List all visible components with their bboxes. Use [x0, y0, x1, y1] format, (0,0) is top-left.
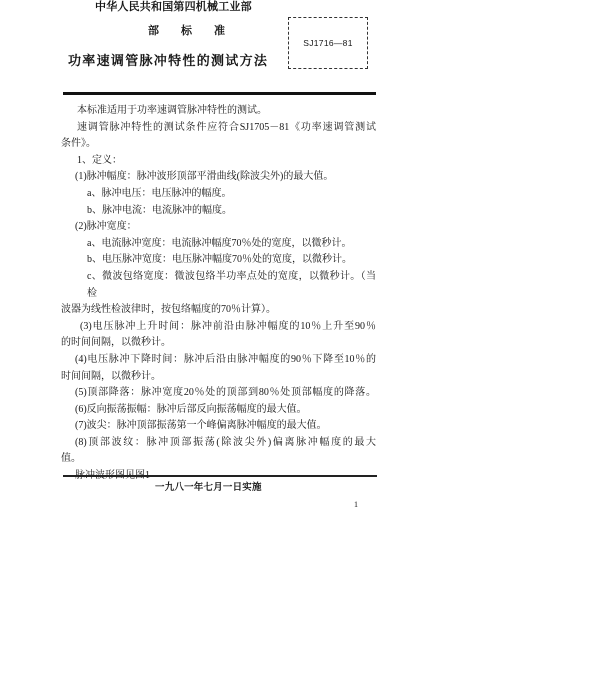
definition-5: (5)顶部降落：脉冲宽度20％处的顶部到80％处顶部幅度的降落。 [75, 387, 376, 399]
document-body [61, 103, 376, 485]
definition-2c-line-2: 波器为线性检波律时，按包络幅度的70％计算）。 [61, 304, 276, 316]
footer-rule [63, 475, 377, 477]
definition-3-line-1: (3)电压脉冲上升时间：脉冲前沿由脉冲幅度的10％上升至90％ [80, 320, 376, 332]
issuing-ministry: 中华人民共和国第四机械工业部 [95, 1, 252, 13]
standard-code: SJ1716—81 [303, 38, 353, 48]
definition-1b: b、脉冲电流：电流脉冲的幅度。 [87, 204, 232, 216]
definition-6: (6)反向振荡振幅：脉冲后部反向振荡幅度的最大值。 [75, 403, 307, 415]
conditions-line-1: 速调管脉冲特性的测试条件应符合SJ1705－81《功率速调管测试 [77, 121, 376, 133]
definition-1: (1)脉冲幅度：脉冲波形顶部平滑曲线(除波尖外)的最大值。 [75, 171, 334, 183]
effective-date: 一九八一年七月一日实施 [155, 483, 262, 493]
page-number: 1 [354, 500, 358, 509]
definition-2c-line-1: c、微波包络宽度：微波包络半功率点处的宽度，以微秒计。（当检 [87, 270, 376, 299]
conditions-line-2: 条件》。 [61, 138, 96, 150]
scope-text: 本标准适用于功率速调管脉冲特性的测试。 [77, 105, 267, 116]
document-title: 功率速调管脉冲特性的测试方法 [68, 53, 269, 68]
definition-4-line-2: 时间间隔，以微秒计。 [61, 370, 161, 382]
definition-2b: b、电压脉冲宽度：电压脉冲幅度70％处的宽度，以微秒计。 [87, 254, 352, 266]
header-rule [63, 92, 376, 95]
definition-8-line-2: 值。 [61, 453, 81, 465]
definition-3-line-2: 的时间间隔，以微秒计。 [61, 337, 171, 349]
definition-1a: a、脉冲电压：电压脉冲的幅度。 [87, 187, 232, 199]
definition-4-line-1: (4)电压脉冲下降时间：脉冲后沿由脉冲幅度的90％下降至10％的 [75, 353, 376, 365]
standard-type: 部标准 [148, 25, 247, 37]
definitions-heading: 1、定义： [77, 154, 122, 166]
definition-2a: a、电流脉冲宽度：电流脉冲幅度70％处的宽度，以微秒计。 [87, 237, 352, 249]
definition-8-line-1: (8)顶部波纹：脉冲顶部振荡(除波尖外)偏离脉冲幅度的最大 [75, 436, 376, 448]
definition-7: (7)波尖：脉冲顶部振荡第一个峰偏离脉冲幅度的最大值。 [75, 420, 327, 432]
definition-2: (2)脉冲宽度： [75, 221, 137, 233]
standard-code-box [288, 17, 368, 69]
